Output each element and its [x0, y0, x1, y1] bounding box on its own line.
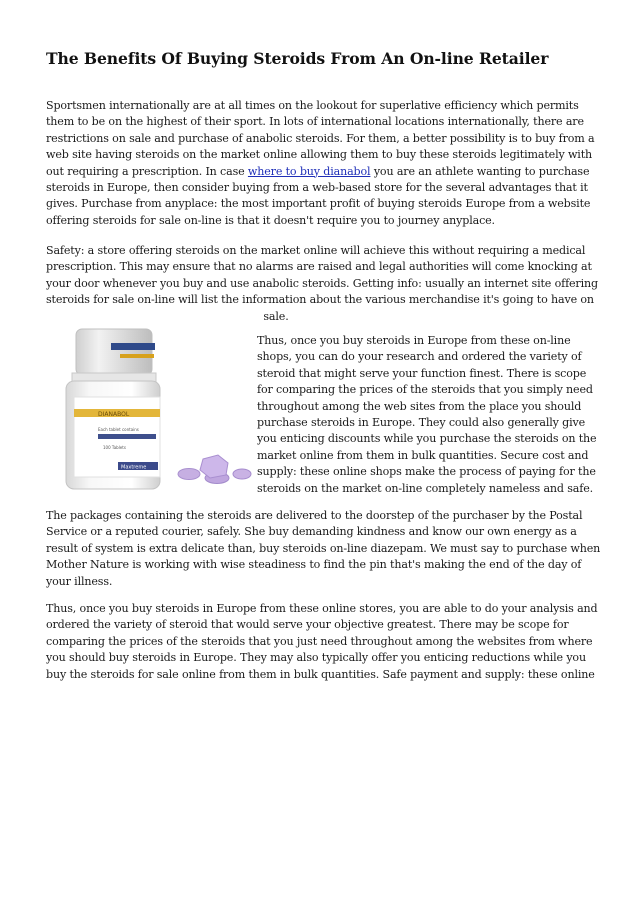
pill: [233, 469, 251, 479]
text-line: result of system is extra delicate than, buy steroids on-line diazepam. We must say to purchase when: [46, 541, 601, 555]
steroid-bottle-illustration: [58, 327, 258, 497]
text-line: buy the steroids for sale online from them in bulk quantities. Safe payment and supply: these online: [46, 667, 595, 681]
text-line: Safety: a store offering steroids on the market online will achieve this without requiring a medical: [46, 244, 586, 257]
text-segment: you are an athlete wanting to purchase: [370, 164, 590, 178]
text-line: ordered the variety of steroid that would serve your objective greatest. There may be scope for: [46, 618, 569, 632]
text-line: web site having steroids on the market online allowing them to buy these steroids legitimately with: [46, 148, 593, 162]
text-line: Thus, once you buy steroids in Europe from these online stores, you are able to do your analysis and: [46, 602, 598, 615]
text-line: market online from them in bulk quantities. Secure cost and: [257, 448, 589, 462]
text-line: supply: these online shops make the process of paying for the: [257, 465, 596, 479]
text-line: for comparing the prices of the steroids that you simply need: [257, 383, 593, 397]
paragraph-5: [46, 601, 596, 683]
text-line: you enticing discounts while you purchase the steroids on the: [257, 432, 597, 446]
text-line: offering steroids for sale on-line is that it doesn't require you to journey anyplace.: [46, 213, 495, 227]
text-line: Mother Nature is working with wise steadiness to find the pin that's making the end of the day of: [46, 558, 582, 572]
text-line: sale.: [263, 309, 289, 323]
text-line: your door whenever you buy and use anabolic steroids. Getting info: usually an internet site offering: [46, 276, 598, 290]
text-line: shops, you can do your research and ordered the variety of: [257, 350, 582, 364]
text-line-with-link: [46, 164, 596, 180]
bottle-brand: Maxtreme: [121, 464, 147, 471]
pill: [200, 455, 228, 478]
text-line: your illness.: [46, 574, 113, 588]
label-description: Each tablet contains: [98, 427, 139, 432]
label-count: 100 Tablets: [103, 445, 126, 450]
text-segment: out requiring a prescription. In case: [46, 164, 248, 178]
pill: [178, 469, 200, 480]
page-title: The Benefits Of Buying Steroids From An On-line Retailer: [46, 49, 549, 68]
paragraph-2: [46, 243, 598, 323]
text-line: Service or a reputed courier, safely. She buy demanding kindness and know our own energy as a: [46, 525, 577, 539]
product-image: [58, 327, 258, 497]
text-line: steroids for sale on-line will list the information about the various merchandise it's going to have on: [46, 293, 594, 307]
text-line: purchase steroids in Europe. They could also generally give: [257, 415, 586, 429]
dianabol-link[interactable]: where to buy dianabol: [247, 164, 371, 178]
paragraph-4: [46, 508, 601, 590]
text-line: steroids on the market on-line completely nameless and safe.: [257, 481, 593, 495]
text-line: throughout among the web sites from the place you should: [257, 399, 582, 413]
text-line: prescription. This may ensure that no alarms are raised and legal authorities will come knocking at: [46, 260, 592, 274]
text-line: restrictions on sale and purchase of anabolic steroids. For them, a better possibility is to buy from a: [46, 131, 595, 145]
text-line: them to be on the highest of their sport. In lots of international locations internationally, there are: [46, 115, 584, 129]
text-line: you should buy steroids in Europe. They may also typically offer you enticing reductions while you: [46, 651, 586, 665]
label-product-name: DIANABOL: [98, 411, 130, 418]
paragraph-1: [46, 98, 596, 229]
text-line: Sportsmen internationally are at all times on the lookout for superlative efficiency which permits: [46, 99, 579, 112]
text-line: steroids in Europe, then consider buying from a web-based store for the several advantages that it: [46, 180, 588, 194]
text-line: steroid that might serve your function finest. There is scope: [257, 366, 587, 380]
text-line: The packages containing the steroids are delivered to the doorstep of the purchaser by the Postal: [46, 509, 583, 522]
paragraph-3: [257, 333, 597, 497]
text-line: comparing the prices of the steroids that you just need throughout among the websites from where: [46, 634, 593, 648]
text-line: Thus, once you buy steroids in Europe from these on-line: [257, 334, 571, 347]
text-line: gives. Purchase from anyplace: the most important profit of buying steroids Europe from a website: [46, 197, 591, 211]
